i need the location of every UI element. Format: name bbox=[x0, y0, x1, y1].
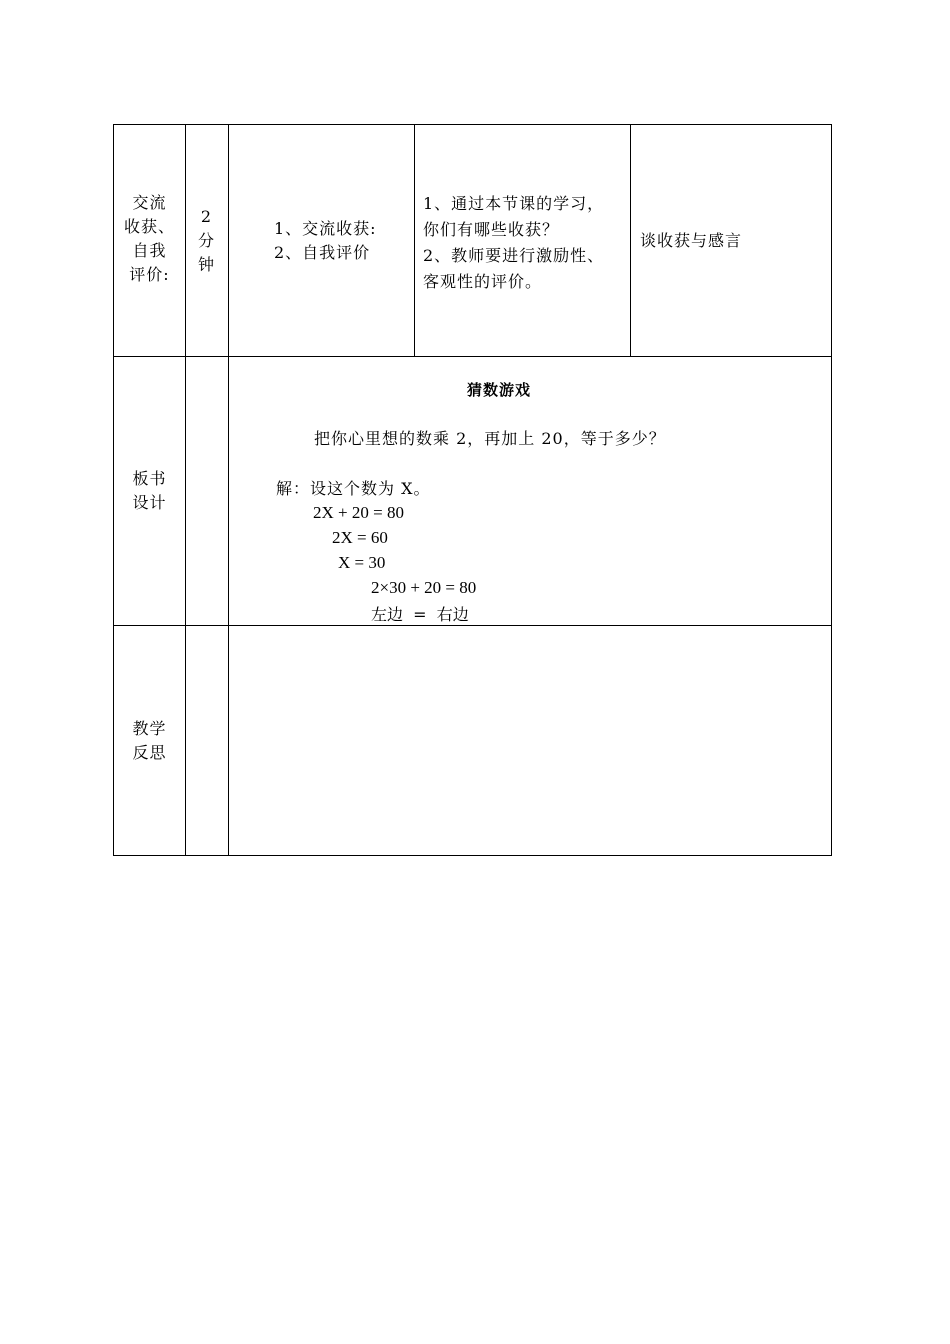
solution-intro: 解：设这个数为 X。 bbox=[276, 479, 431, 498]
teacher-activity-cell bbox=[423, 191, 604, 295]
student-activity-text: 谈收获与感言 bbox=[640, 231, 743, 250]
teacher-line: 你们有哪些收获？ bbox=[423, 220, 560, 239]
content-cell bbox=[274, 217, 377, 265]
content-line: 1、交流收获: bbox=[274, 219, 377, 238]
board-label-line: 设计 bbox=[132, 493, 167, 512]
verification-step: 2×30 + 20 = 80 bbox=[371, 578, 477, 597]
column-divider bbox=[228, 125, 229, 855]
reflection-label-cell bbox=[114, 717, 185, 765]
column-divider bbox=[414, 125, 415, 356]
equation-step: X = 30 bbox=[338, 553, 386, 572]
board-question: 把你心里想的数乘 2，再加上 20，等于多少？ bbox=[314, 429, 666, 448]
time-line: 钟 bbox=[197, 255, 215, 274]
content-line: 2、自我评价 bbox=[274, 243, 371, 262]
time-cell bbox=[185, 205, 228, 277]
teacher-line: 客观性的评价。 bbox=[423, 272, 543, 291]
row-divider bbox=[114, 356, 831, 357]
column-divider bbox=[630, 125, 631, 356]
stage-line: 自我 bbox=[132, 241, 167, 260]
reflection-label-line: 反思 bbox=[132, 743, 167, 762]
time-line: 2 bbox=[200, 207, 213, 226]
board-label-cell bbox=[114, 467, 185, 515]
stage-line: 评价: bbox=[129, 265, 170, 284]
lesson-plan-table bbox=[113, 124, 832, 856]
equation-step: 2X = 60 bbox=[332, 528, 388, 547]
time-line: 分 bbox=[197, 231, 215, 250]
stage-cell bbox=[114, 191, 185, 287]
board-title: 猜数游戏 bbox=[467, 381, 532, 399]
stage-line: 收获、 bbox=[123, 217, 175, 236]
equation-step: 2X + 20 = 80 bbox=[313, 503, 404, 522]
row-divider bbox=[114, 625, 831, 626]
board-label-line: 板书 bbox=[132, 469, 167, 488]
reflection-label-line: 教学 bbox=[132, 719, 167, 738]
teacher-line: 2、教师要进行激励性、 bbox=[423, 246, 605, 265]
teacher-line: 1、通过本节课的学习， bbox=[423, 194, 605, 213]
stage-line: 交流 bbox=[132, 193, 167, 212]
verification-step: 左边 = 右边 bbox=[371, 605, 469, 624]
